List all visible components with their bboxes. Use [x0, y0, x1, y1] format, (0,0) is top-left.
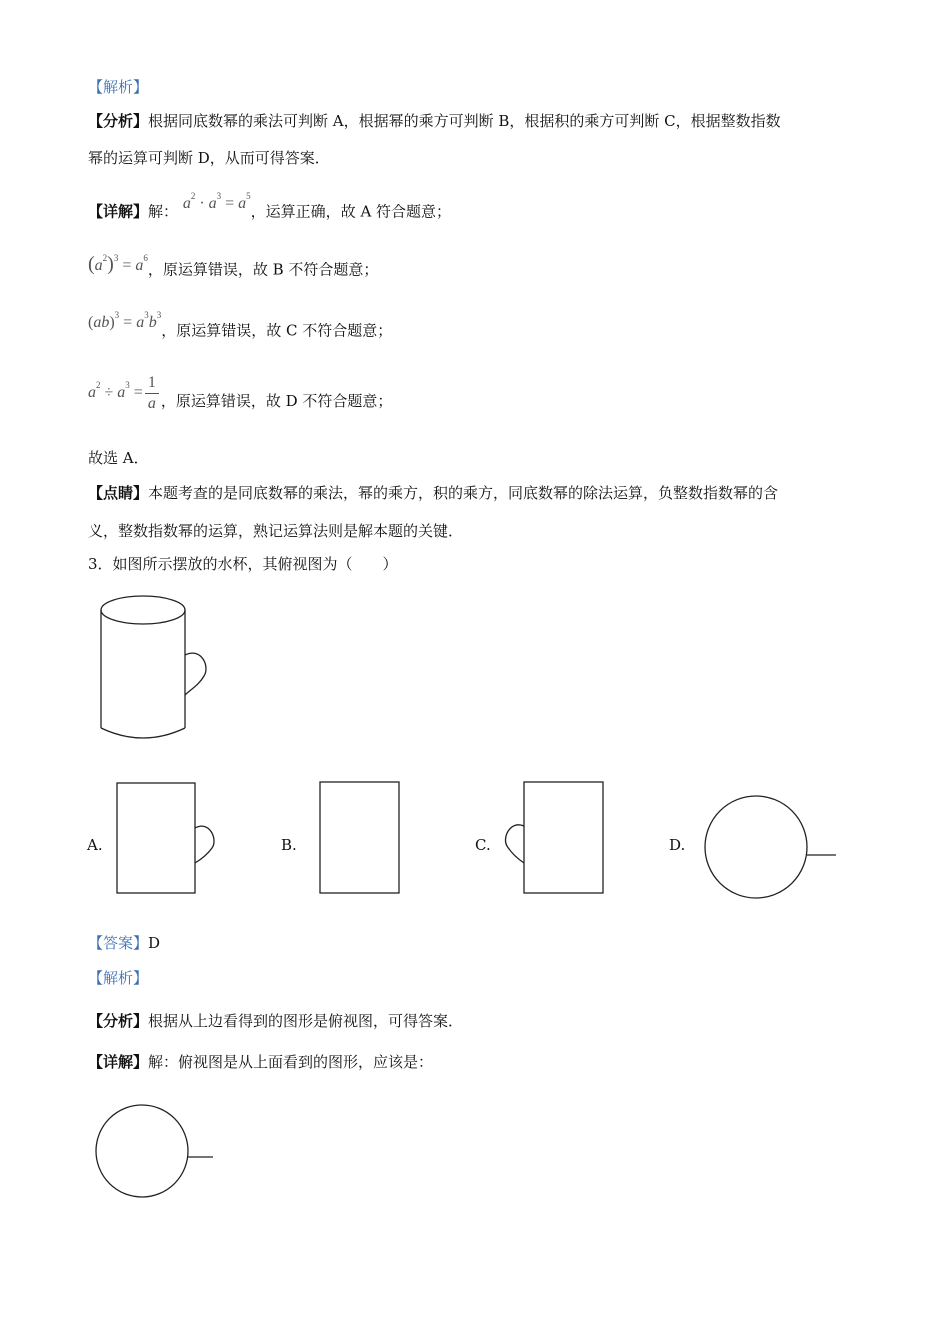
answer-figure — [96, 1105, 213, 1197]
formula-a: $a^2 \cdot a^3 = a^5$ — [182, 191, 251, 213]
xiangjie-label: 【详解】 — [88, 202, 149, 221]
option-a-rect — [117, 783, 195, 893]
fenxi-text-2: 根据从上边看得到的图形是俯视图，可得答案． — [148, 1012, 464, 1030]
analysis-label-2: 【解析】 — [88, 969, 149, 987]
answer-label: 【答案】 — [88, 934, 149, 952]
option-d-circle — [705, 796, 807, 898]
option-c-label: C. — [475, 836, 491, 854]
cup-rim — [101, 596, 185, 624]
option-a-figure — [117, 783, 214, 893]
conclusion: 故选 A． — [88, 449, 149, 467]
xiangjie-label-2: 【详解】 — [88, 1053, 149, 1071]
answer-line — [88, 932, 160, 954]
option-c-figure — [506, 782, 603, 893]
xiangjie-text-2: 解：俯视图是从上面看到的图形，应该是： — [148, 1053, 434, 1071]
option-b-rect — [320, 782, 399, 893]
fenxi-label: 【分析】 — [88, 112, 149, 130]
step-b-text: ，原运算错误，故 B 不符合题意； — [147, 260, 379, 279]
analysis-paragraph-line2: 幂的运算可判断 D，从而可得答案． — [88, 149, 330, 167]
formula-d: $a^2 \div a^3$ = $\frac{1}{a}$ — [88, 384, 161, 401]
answer-value: D — [148, 934, 161, 952]
xiangjie-prefix: 解： — [148, 202, 179, 221]
formula-b: $(a^2)^3 = a^6$ — [88, 253, 148, 276]
option-b-figure — [320, 782, 399, 893]
dianjing-label: 【点睛】 — [88, 484, 149, 502]
question-3: 3．如图所示摆放的水杯，其俯视图为（ ） — [88, 555, 398, 573]
step-d-text: ，原运算错误，故 D 不符合题意； — [160, 392, 393, 411]
analysis-2 — [88, 1010, 463, 1032]
cup-handle — [185, 653, 206, 695]
option-c-rect — [524, 782, 603, 893]
step-c-text: ，原运算错误，故 C 不符合题意； — [161, 321, 393, 340]
option-d-label: D. — [669, 836, 686, 854]
cup-bottom — [101, 728, 185, 738]
step-a-text: ，运算正确，故 A 符合题意； — [250, 202, 452, 221]
cup-figure — [101, 596, 206, 738]
option-c-handle — [506, 825, 524, 863]
option-a-label: A. — [87, 836, 103, 854]
formula-c: $(ab)^3 = a^3b^3$ — [88, 310, 162, 332]
option-a-handle — [195, 826, 214, 863]
fenxi-label-2: 【分析】 — [88, 1012, 149, 1030]
option-b-label: B. — [281, 836, 297, 854]
answer-circle — [96, 1105, 188, 1197]
fenxi-text-1: 根据同底数幂的乘法可判断 A，根据幂的乘方可判断 B，根据积的乘方可判断 C，根据整数指数 — [148, 112, 781, 130]
detail-2 — [88, 1051, 433, 1073]
option-d-figure — [705, 796, 836, 898]
analysis-label: 【解析】 — [88, 78, 149, 96]
dianjing-text-1: 本题考查的是同底数幂的乘法，幂的乘方，积的乘方，同底数幂的除法运算，负整数指数幂的含 — [148, 484, 779, 502]
comment-line2: 义，整数指数幂的运算，熟记运算法则是解本题的关键． — [88, 522, 464, 540]
